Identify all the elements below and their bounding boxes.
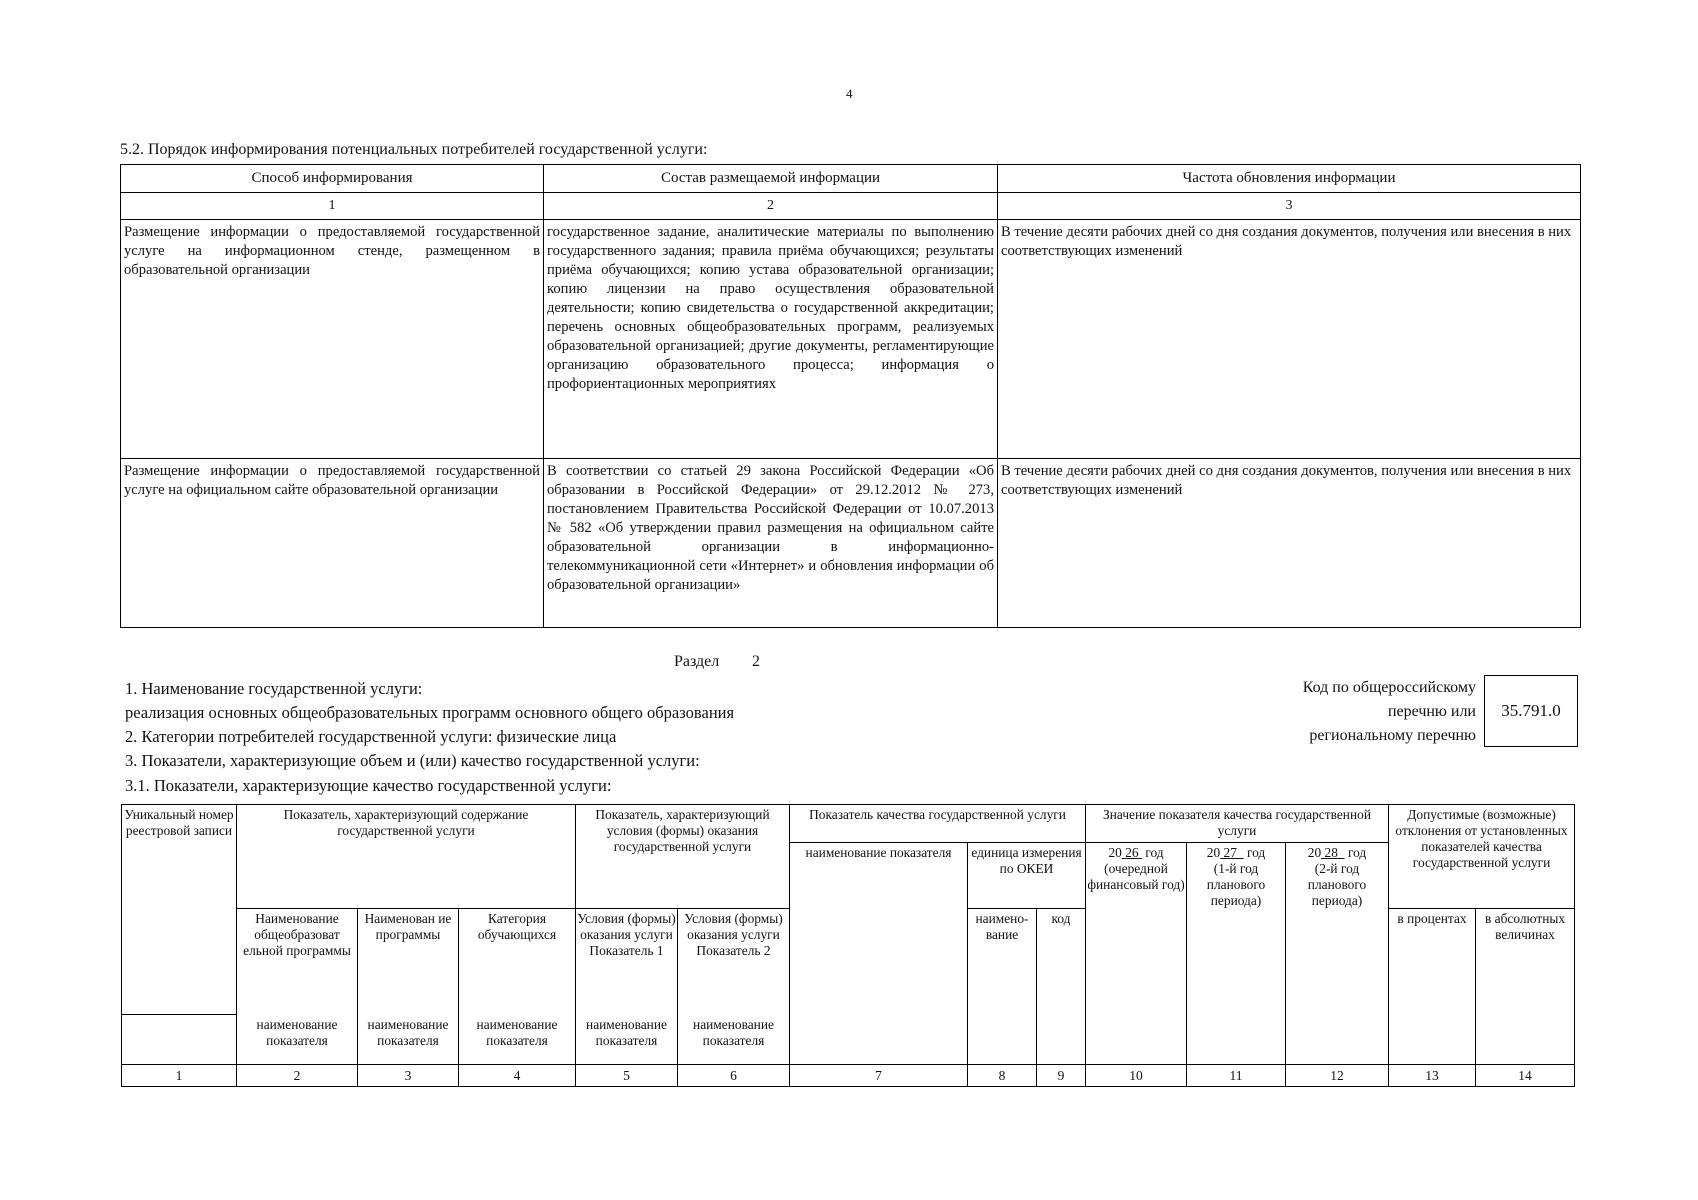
- col-number: 2: [544, 193, 998, 220]
- service-code: 35.791.0: [1501, 701, 1561, 720]
- col-number: 13: [1389, 1065, 1476, 1087]
- subheader-unit-code: код: [1037, 909, 1086, 1065]
- header-conditions-indicator: Показатель, характеризующий условия (формы) оказания государственной услуги: [576, 805, 790, 909]
- quality-indicators-heading: 3.1. Показатели, характеризующие качество государственной услуги:: [125, 776, 612, 795]
- col-number: 4: [459, 1065, 576, 1087]
- year-prefix: 20: [1307, 845, 1322, 860]
- subheader-absolute: в абсолютных величинах: [1476, 909, 1575, 1065]
- indicator-name-label: наименование показателя: [576, 1015, 678, 1065]
- header-content: Состав размещаемой информации: [544, 165, 998, 193]
- section-number: 2: [752, 653, 760, 670]
- header-year-3: [1286, 843, 1389, 1065]
- year-value: 26: [1125, 845, 1139, 860]
- year-prefix: 20: [1108, 845, 1122, 860]
- method-cell: Размещение информации о предоставляемой государственной услуге на информационном стенде, размещенном в образовательной организации: [121, 220, 544, 459]
- subheader-unit-name: наимено-вание: [968, 909, 1037, 1065]
- header-year-2: [1187, 843, 1286, 1065]
- col-number: 11: [1187, 1065, 1286, 1087]
- service-code-box: [1484, 675, 1578, 747]
- indicator-name-label: наименование показателя: [459, 1015, 576, 1065]
- page-number: 4: [846, 86, 853, 101]
- header-indicator-name: наименование показателя: [790, 843, 968, 1065]
- col-number: 8: [968, 1065, 1037, 1087]
- header-year-1: [1086, 843, 1187, 1065]
- section-5-2-title: 5.2. Порядок информирования потенциальных потребителей государственной услуги:: [120, 141, 708, 158]
- col-number: 14: [1476, 1065, 1575, 1087]
- header-quality-indicator: Показатель качества государственной услуги: [790, 805, 1086, 843]
- header-quality-values: Значение показателя качества государственной услуги: [1086, 805, 1389, 843]
- subheader-program-name: Наименован ие программы: [358, 909, 459, 1015]
- table-row: [121, 459, 1581, 628]
- col-number: 10: [1086, 1065, 1187, 1087]
- header-content-indicator: Показатель, характеризующий содержание государственной услуги: [237, 805, 576, 909]
- indicator-name-label: наименование показателя: [358, 1015, 459, 1065]
- subheader-program: Наименование общеобразоват ельной программы: [237, 909, 358, 1015]
- col-number: 6: [678, 1065, 790, 1087]
- year-value: 27: [1223, 845, 1237, 860]
- subheader-condition-2: Условия (формы) оказания услуги Показатель 2: [678, 909, 790, 1015]
- content-cell: государственное задание, аналитические материалы по выполнению государственного задания; правила приёма обучающихся; результаты приёма обучающихся; копию устава образовательной организации; копию лицензии на право осуществления образовательной деятельности; копию свидетельства о государственной аккредитации; перечень основных общеобразовательных программ, реализуемых образовательной организацией; другие документы, регламентирующие организацию образовательного процесса; информация о профориентационных мероприятиях: [544, 220, 998, 459]
- section-label: Раздел: [674, 653, 720, 670]
- header-deviation: Допустимые (возможные) отклонения от установленных показателей качества государственной услуги: [1389, 805, 1575, 909]
- consumer-categories: 2. Категории потребителей государственной услуги: физические лица: [125, 727, 617, 746]
- indicators-heading: 3. Показатели, характеризующие объем и (или) качество государственной услуги:: [125, 751, 700, 770]
- table-row: [121, 220, 1581, 459]
- col-number: 7: [790, 1065, 968, 1087]
- year-prefix: 20: [1206, 845, 1221, 860]
- col-number: 5: [576, 1065, 678, 1087]
- informing-table: [120, 164, 1581, 628]
- col-number: 1: [122, 1065, 237, 1087]
- service-name-label: 1. Наименование государственной услуги:: [125, 679, 423, 698]
- year-suffix: год: [1347, 845, 1367, 860]
- col-number: 12: [1286, 1065, 1389, 1087]
- indicator-name-label: наименование показателя: [678, 1015, 790, 1065]
- indicator-name-label: наименование показателя: [237, 1015, 358, 1065]
- year-description: (1-й год планового периода): [1206, 861, 1266, 908]
- service-name-value: реализация основных общеобразовательных программ основного общего образования: [125, 703, 735, 722]
- year-description: (очередной финансовый год): [1087, 861, 1185, 892]
- year-suffix: год: [1246, 845, 1266, 860]
- col-number: 2: [237, 1065, 358, 1087]
- content-cell: В соответствии со статьей 29 закона Российской Федерации «Об образовании в Российской Федерации» от 29.12.2012 № 273, постановлением Правительства Российской Федерации от 10.07.2013 № 582 «Об утверждении правил размещения на официальном сайте образовательной организации в информационно-телекоммуникационной сети «Интернет» и обновления информации об образовательной организации»: [544, 459, 998, 628]
- header-frequency: Частота обновления информации: [998, 165, 1581, 193]
- frequency-cell: В течение десяти рабочих дней со дня создания документов, получения или внесения в них соответствующих изменений: [998, 220, 1581, 459]
- year-suffix: год: [1145, 845, 1164, 860]
- code-label: Код по общероссийскому: [1302, 679, 1476, 696]
- col-number: 1: [121, 193, 544, 220]
- year-value: 28: [1324, 845, 1338, 860]
- header-unique-number: Уникальный номер реестровой записи: [122, 805, 237, 1015]
- column-numbers-row: [122, 1065, 1575, 1087]
- col-number: 3: [998, 193, 1581, 220]
- year-description: (2-й год планового периода): [1307, 861, 1367, 908]
- header-method: Способ информирования: [121, 165, 544, 193]
- frequency-cell: В течение десяти рабочих дней со дня создания документов, получения или внесения в них соответствующих изменений: [998, 459, 1581, 628]
- empty-cell: [122, 1015, 237, 1065]
- code-label: региональному перечню: [1309, 727, 1476, 744]
- col-number: 9: [1037, 1065, 1086, 1087]
- subheader-percent: в процентах: [1389, 909, 1476, 1065]
- method-cell: Размещение информации о предоставляемой государственной услуге на официальном сайте образовательной организации: [121, 459, 544, 628]
- code-label: перечню или: [1387, 703, 1476, 720]
- col-number: 3: [358, 1065, 459, 1087]
- subheader-category: Категория обучающихся: [459, 909, 576, 1015]
- header-unit-okei: единица измерения по ОКЕИ: [968, 843, 1086, 909]
- quality-indicators-table: [121, 804, 1575, 1087]
- subheader-condition-1: Условия (формы) оказания услуги Показатель 1: [576, 909, 678, 1015]
